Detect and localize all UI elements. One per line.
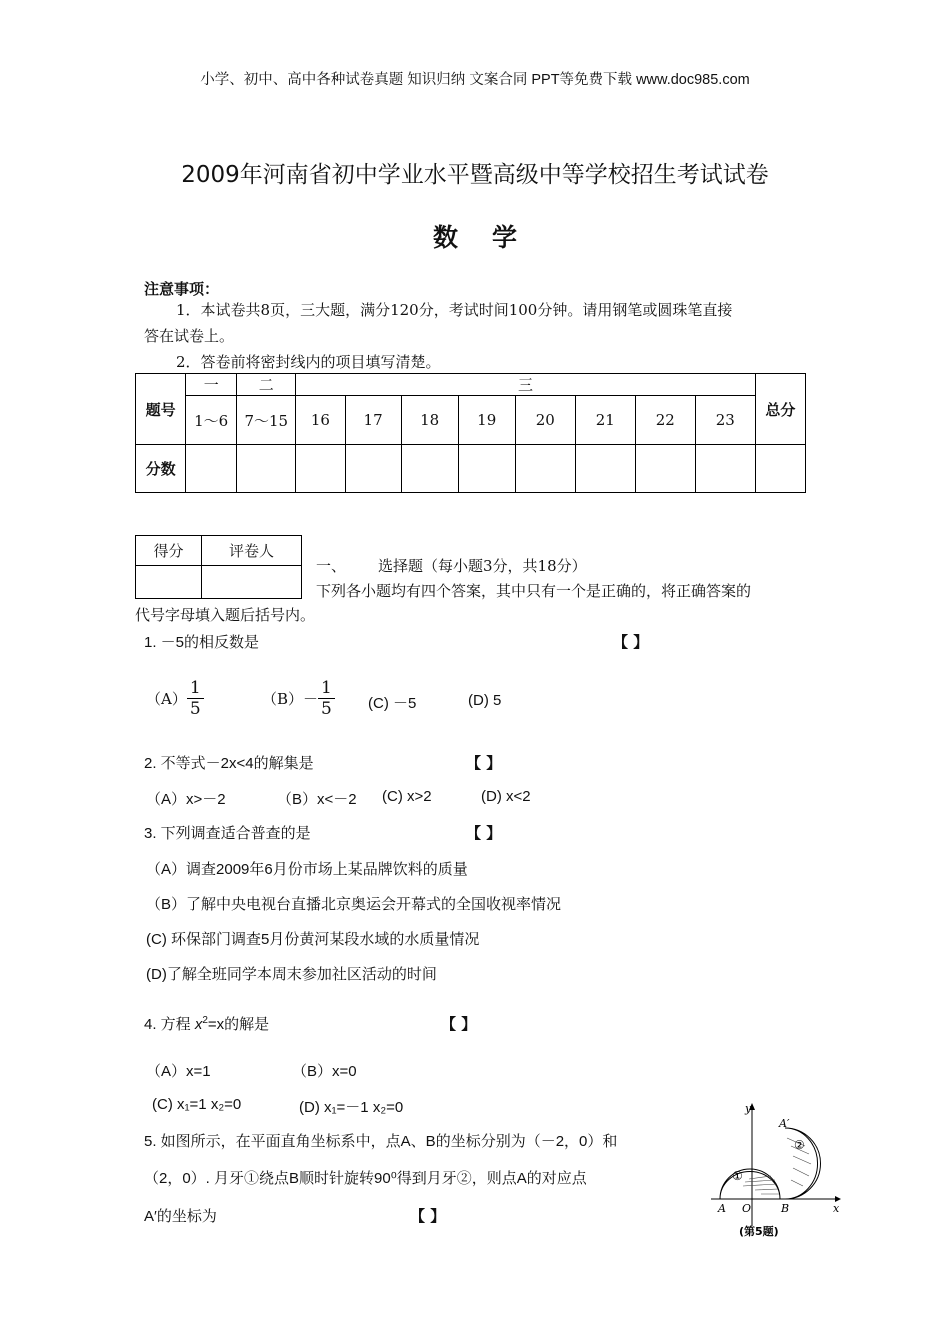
q1-option-a-fraction: $\frac{1}{5}$: [187, 678, 204, 719]
q5-stem-line-3: A′的坐标为: [144, 1208, 217, 1225]
column-header: 19: [458, 396, 515, 445]
section-header-2: 二: [237, 374, 296, 396]
score-cell[interactable]: [635, 445, 695, 493]
q3-option-b[interactable]: （B）了解中央电视台直播北京奥运会开幕式的全国收视率情况: [146, 896, 562, 913]
q2-option-c[interactable]: (C) x>2: [382, 788, 432, 805]
exam-title: 2009年河南省初中学业水平暨高级中等学校招生考试试卷: [181, 162, 769, 188]
grader-box: [135, 535, 302, 599]
section1-intro-cont: 代号字母填入题后括号内。: [135, 606, 316, 624]
score-cell[interactable]: [296, 445, 345, 493]
figure-5: [705, 1098, 845, 1240]
row-label-number: 题号: [136, 374, 186, 445]
section-header-3: 三: [296, 374, 755, 396]
score-cell[interactable]: [401, 445, 458, 493]
score-cell[interactable]: [695, 445, 755, 493]
q4-option-d[interactable]: (D) x₁=－1 x₂=0: [299, 1099, 404, 1116]
label-a: A: [718, 1202, 726, 1215]
q1-option-c[interactable]: (C) －5: [368, 695, 417, 712]
score-cell[interactable]: [186, 445, 237, 493]
column-header: 1～6: [186, 396, 237, 445]
q1-option-b-label: （B）－: [262, 690, 319, 708]
q1-stem: 1. －5的相反数是: [144, 634, 260, 651]
section1-heading: 选择题（每小题3分，共18分）: [378, 557, 587, 575]
label-y: y: [745, 1102, 752, 1115]
section1-number: 一、: [316, 557, 347, 575]
grader-score-label: 得分: [136, 536, 202, 566]
grader-name-label: 评卷人: [202, 536, 302, 566]
notice-item-1-cont: 答在试卷上。: [144, 327, 235, 345]
q3-option-d[interactable]: (D)了解全班同学本周末参加社区活动的时间: [146, 966, 437, 983]
q1-option-b[interactable]: [262, 678, 335, 719]
section1-intro: 下列各小题均有四个答案，其中只有一个是正确的，将正确答案的: [316, 582, 752, 600]
column-header: 17: [345, 396, 401, 445]
q2-option-a[interactable]: （A）x>－2: [146, 791, 226, 808]
q1-answer-bracket[interactable]: 【 】: [613, 633, 649, 651]
section-header-1: 一: [186, 374, 237, 396]
q1-option-a-label: （A）: [146, 690, 187, 708]
q3-answer-bracket[interactable]: 【 】: [466, 824, 502, 842]
q4-option-c[interactable]: (C) x₁=1 x₂=0: [152, 1096, 242, 1113]
q1-option-b-fraction: $\frac{1}{5}$: [318, 678, 335, 719]
q1-option-d[interactable]: (D) 5: [468, 692, 502, 709]
total-label: 总分: [755, 374, 805, 445]
q2-answer-bracket[interactable]: 【 】: [466, 754, 502, 772]
q5-stem-line-2: （2，0）. 月牙①绕点B顺时针旋转90⁰得到月牙②，则点A的对应点: [144, 1170, 587, 1187]
score-table: [135, 373, 806, 493]
figure-caption: (第5题): [739, 1225, 779, 1238]
label-moon-1: ①: [732, 1169, 743, 1183]
label-b: B: [781, 1202, 790, 1215]
notice-item-2: 2．答卷前将密封线内的项目填写清楚。: [176, 353, 441, 371]
label-x: x: [833, 1202, 840, 1215]
grader-score-cell[interactable]: [136, 566, 202, 599]
q2-stem: 2. 不等式－2x<4的解集是: [144, 755, 314, 772]
q3-option-c[interactable]: (C) 环保部门调查5月份黄河某段水域的水质量情况: [146, 931, 480, 948]
q5-stem-line-1: 5. 如图所示，在平面直角坐标系中，点A、B的坐标分别为（－2，0）和: [144, 1133, 618, 1150]
column-header: 21: [575, 396, 635, 445]
q1-option-a[interactable]: [146, 678, 204, 719]
score-cell[interactable]: [237, 445, 296, 493]
moon-1-shape: [720, 1169, 780, 1199]
q3-stem: 3. 下列调查适合普查的是: [144, 825, 311, 842]
score-cell[interactable]: [345, 445, 401, 493]
q4-answer-bracket[interactable]: 【 】: [441, 1015, 477, 1033]
column-header: 7～15: [237, 396, 296, 445]
subject-title: 数学: [432, 223, 551, 252]
score-cell[interactable]: [458, 445, 515, 493]
q4-stem: 4. 方程 $x^2=x$的解是: [144, 1015, 270, 1033]
notice-item-1: 1．本试卷共8页，三大题，满分120分，考试时间100分钟。请用钢笔或圆珠笔直接: [176, 301, 733, 319]
score-cell[interactable]: [515, 445, 575, 493]
q2-option-d[interactable]: (D) x<2: [481, 788, 531, 805]
notice-heading: 注意事项：: [144, 280, 220, 298]
column-header: 22: [635, 396, 695, 445]
q4-option-a[interactable]: （A）x=1: [146, 1063, 211, 1080]
label-o: O: [742, 1202, 752, 1215]
moon-1-shading: [743, 1176, 779, 1194]
row-label-score: 分数: [136, 445, 186, 493]
score-cell[interactable]: [575, 445, 635, 493]
total-score-cell[interactable]: [755, 445, 805, 493]
column-header: 20: [515, 396, 575, 445]
q4-option-b[interactable]: （B）x=0: [292, 1063, 357, 1080]
column-header: 16: [296, 396, 345, 445]
header-banner: 小学、初中、高中各种试卷真题 知识归纳 文案合同 PPT等免费下载 www.doc985.com: [200, 72, 750, 88]
column-header: 23: [695, 396, 755, 445]
column-header: 18: [401, 396, 458, 445]
q5-answer-bracket[interactable]: 【 】: [410, 1207, 446, 1225]
label-a-prime: A′: [779, 1117, 790, 1130]
q3-option-a[interactable]: （A）调查2009年6月份市场上某品牌饮料的质量: [146, 861, 468, 878]
grader-name-cell[interactable]: [202, 566, 302, 599]
q2-option-b[interactable]: （B）x<－2: [277, 791, 357, 808]
label-moon-2: ②: [794, 1138, 805, 1152]
